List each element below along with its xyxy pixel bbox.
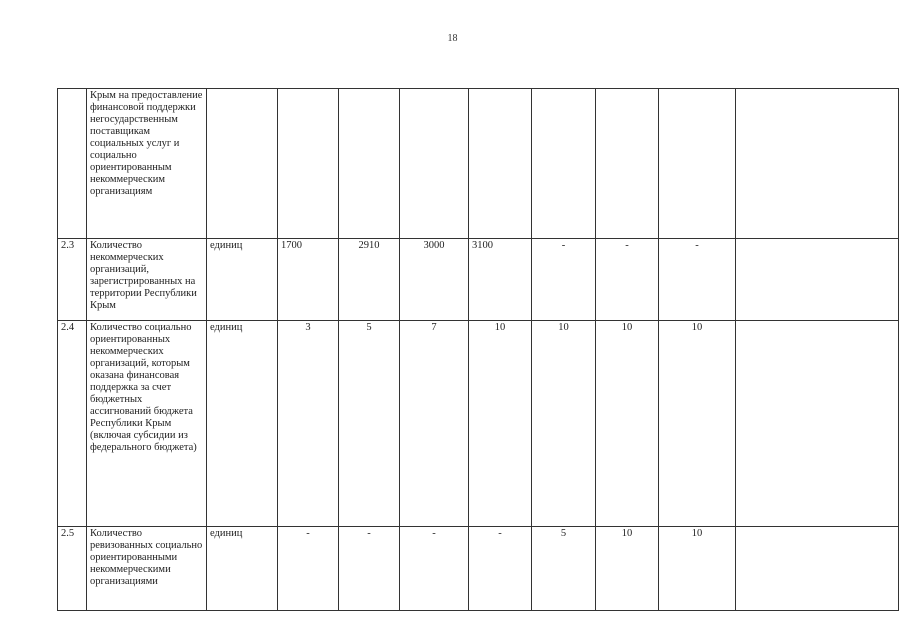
indicators-table [57,88,899,611]
indicator-name: Количество некоммерческих организаций, зарегистрированных на территории Республики Крым [87,239,207,321]
value-cell: 1700 [278,239,339,321]
value-cell [469,89,532,239]
value-cell: 10 [659,321,736,527]
value-cell [532,89,596,239]
indicator-name: Крым на предоставление финансовой поддержки негосударственным поставщикам социальных услуг и социально ориентированным некоммерческим организациям [87,89,207,239]
value-cell: 2910 [339,239,400,321]
note-cell [736,527,899,611]
value-cell: 3100 [469,239,532,321]
value-cell: - [278,527,339,611]
value-cell: 10 [596,527,659,611]
value-cell [339,89,400,239]
value-cell [278,89,339,239]
table-row [58,239,899,321]
table-row [58,321,899,527]
value-cell: - [400,527,469,611]
row-number: 2.4 [58,321,87,527]
value-cell: - [469,527,532,611]
value-cell: 5 [339,321,400,527]
value-cell: 10 [659,527,736,611]
value-cell: 7 [400,321,469,527]
row-number: 2.5 [58,527,87,611]
value-cell: 10 [469,321,532,527]
value-cell: - [596,239,659,321]
note-cell [736,89,899,239]
value-cell: - [532,239,596,321]
value-cell: 10 [596,321,659,527]
value-cell: - [339,527,400,611]
value-cell [400,89,469,239]
note-cell [736,321,899,527]
unit-cell: единиц [207,239,278,321]
note-cell [736,239,899,321]
value-cell: 5 [532,527,596,611]
value-cell: 3 [278,321,339,527]
unit-cell: единиц [207,527,278,611]
unit-cell [207,89,278,239]
value-cell [659,89,736,239]
unit-cell: единиц [207,321,278,527]
row-number: 2.3 [58,239,87,321]
indicator-name: Количество социально ориентированных некоммерческих организаций, которым оказана финансовая поддержка за счет бюджетных ассигнований бюджета Республики Крым (включая субсидии из федерального бюджета) [87,321,207,527]
value-cell [596,89,659,239]
indicator-name: Количество ревизованных социально ориентированными некоммерческими организациями [87,527,207,611]
page-number: 18 [447,33,458,44]
table-row [58,89,899,239]
value-cell: 10 [532,321,596,527]
table-row [58,527,899,611]
value-cell: 3000 [400,239,469,321]
value-cell: - [659,239,736,321]
row-number [58,89,87,239]
